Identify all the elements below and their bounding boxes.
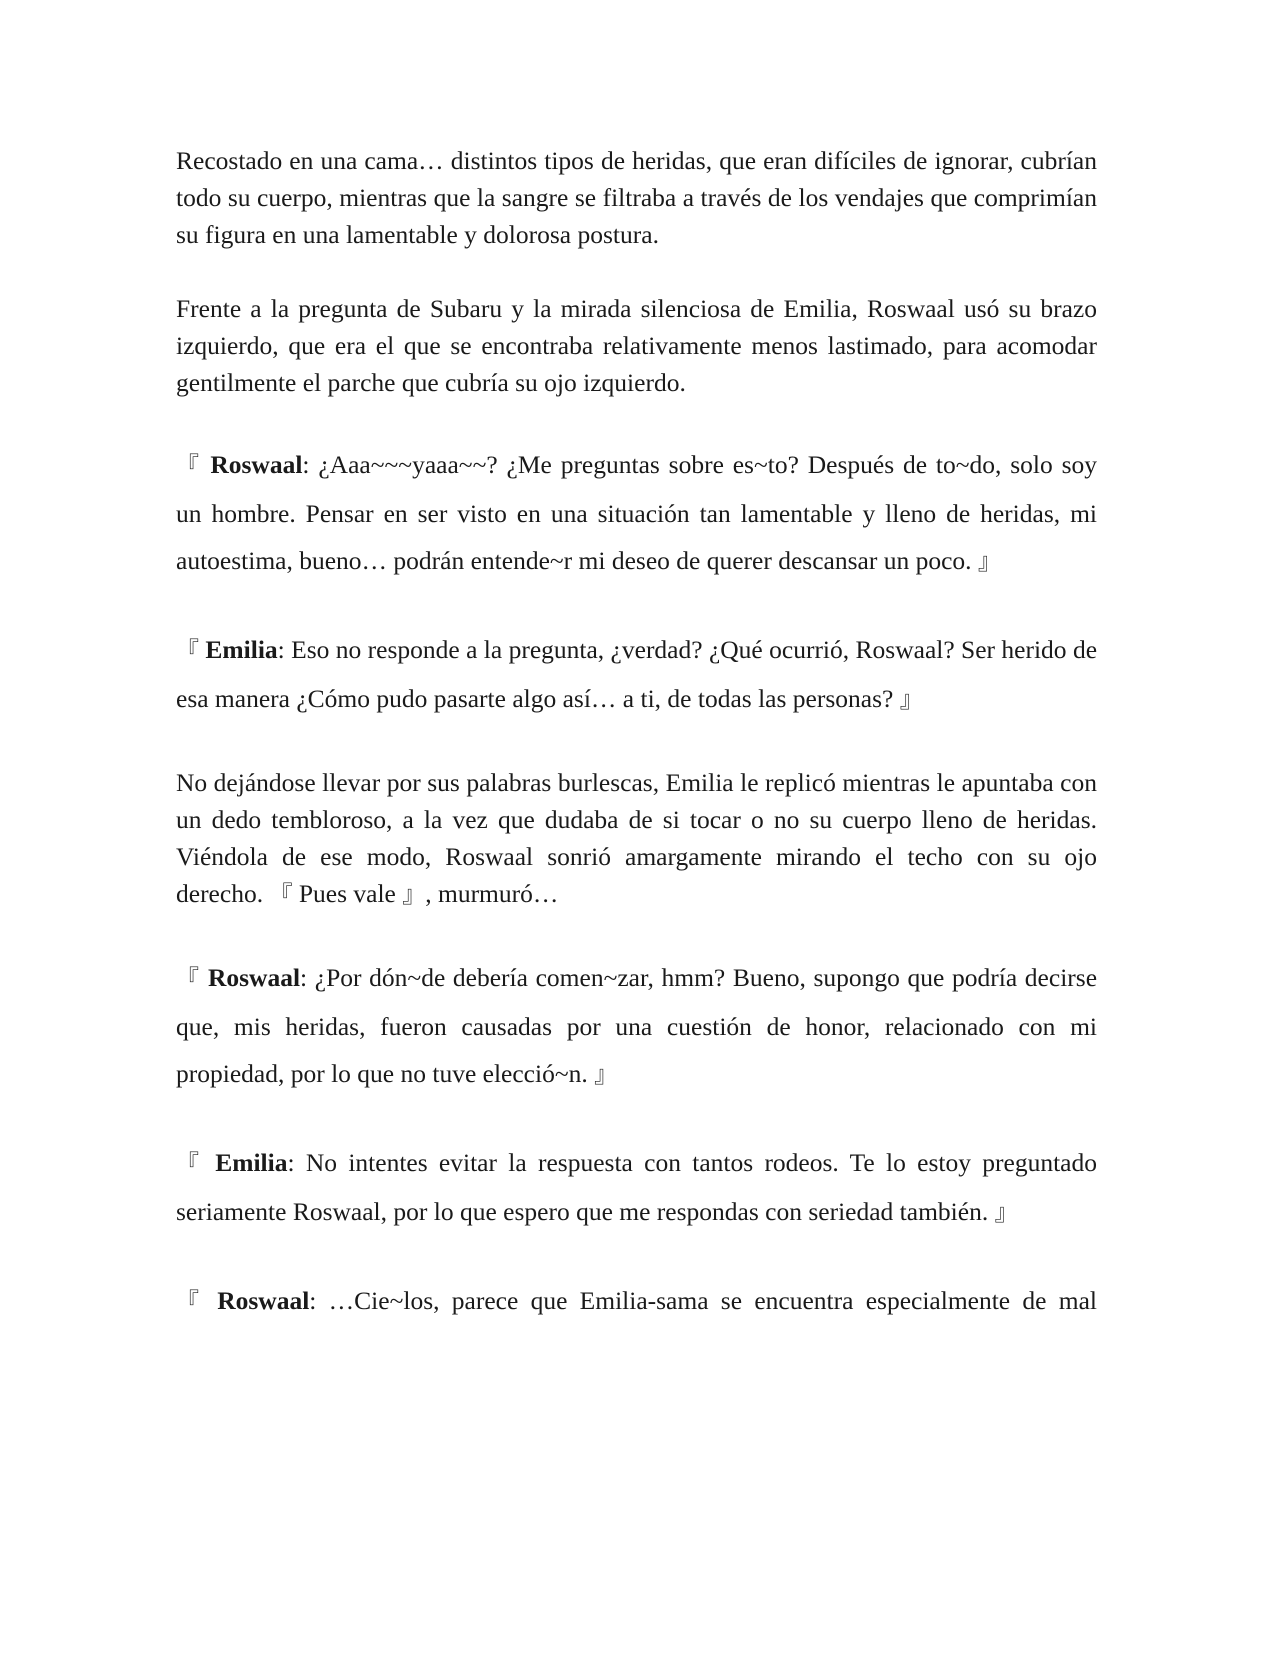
dialogue-emilia-1 <box>176 626 1097 724</box>
dialogue-text: …Cie~los, parece que Emilia-sama se encuentra especialmente de mal <box>316 1286 1097 1315</box>
speaker-separator: : <box>302 450 310 479</box>
dialogue-text: ¿Por dón~de debería comen~zar, hmm? Bueno, supongo que podría decirse que, mis heridas, fueron causadas por una cuestión de honor, relacionado con mi propiedad, por lo que no tuve elecció~n. <box>176 963 1098 1088</box>
speaker-name: Roswaal <box>210 450 303 479</box>
speaker-separator: : <box>300 963 308 992</box>
speaker-separator: : <box>277 635 285 664</box>
paragraph-narration-1: Recostado en una cama… distintos tipos de heridas, que eran difíciles de ignorar, cubrían todo su cuerpo, mientras que la sangre se filtraba a través de los vendajes que comprimían su figura en una lamentable y dolorosa postura. <box>176 146 1097 249</box>
open-quote-mark: 『 <box>176 966 201 992</box>
narration-text: No dejándose llevar por sus palabras burlescas, Emilia le replicó mientras le apuntaba con un dedo tembloroso, a la vez que dudaba de si tocar o no su cuerpo lleno de heridas. Viéndola de ese modo, Roswaal sonrió amargamente mirando el techo con su ojo derecho. <box>176 768 1097 908</box>
speaker-name: Emilia <box>215 1148 288 1177</box>
close-quote-mark: 』 <box>994 1200 1018 1226</box>
paragraph-narration-3 <box>176 764 1097 914</box>
open-quote-mark: 『 <box>176 638 200 664</box>
open-quote-mark: 『 <box>269 882 293 908</box>
close-quote-mark: 』 <box>594 1062 618 1088</box>
dialogue-roswaal-1 <box>176 441 1097 586</box>
open-quote-mark: 『 <box>176 1289 205 1315</box>
dialogue-text: Eso no responde a la pregunta, ¿verdad? ¿Qué ocurrió, Roswaal? Ser herido de esa manera ¿Cómo pudo pasarte algo así… a ti, de todas las personas? <box>176 635 1098 713</box>
speaker-name: Roswaal <box>217 1286 310 1315</box>
speaker-separator: : <box>309 1286 317 1315</box>
open-quote-mark: 『 <box>176 453 202 479</box>
dialogue-text: ¿Aaa~~~yaaa~~? ¿Me preguntas sobre es~to? Después de to~do, solo soy un hombre. Pensar en ser visto en una situación tan lamentable y lleno de heridas, mi autoestima, bueno… podrán entende~r mi deseo de querer descansar un poco. <box>176 450 1098 575</box>
document-body <box>176 142 1097 1326</box>
close-quote-mark: 』 <box>977 549 1001 575</box>
dialogue-roswaal-2 <box>176 954 1097 1099</box>
speaker-separator: : <box>287 1148 295 1177</box>
close-quote-mark: 』 <box>402 882 426 908</box>
dialogue-roswaal-3 <box>176 1277 1097 1326</box>
speaker-name: Emilia <box>205 635 278 664</box>
narration-text-end: , murmuró… <box>425 879 559 908</box>
dialogue-text: No intentes evitar la respuesta con tantos rodeos. Te lo estoy preguntado seriamente Roswaal, por lo que espero que me respondas con seriedad también. <box>176 1148 1097 1226</box>
dialogue-emilia-2 <box>176 1139 1097 1237</box>
open-quote-mark: 『 <box>176 1151 204 1177</box>
paragraph-narration-2: Frente a la pregunta de Subaru y la mirada silenciosa de Emilia, Roswaal usó su brazo izquierdo, que era el que se encontraba relativamente menos lastimado, para acomodar gentilmente el parche que cubría su ojo izquierdo. <box>176 294 1097 397</box>
speaker-name: Roswaal <box>207 963 301 992</box>
inline-quote: Pues vale <box>292 879 403 908</box>
close-quote-mark: 』 <box>899 687 923 713</box>
